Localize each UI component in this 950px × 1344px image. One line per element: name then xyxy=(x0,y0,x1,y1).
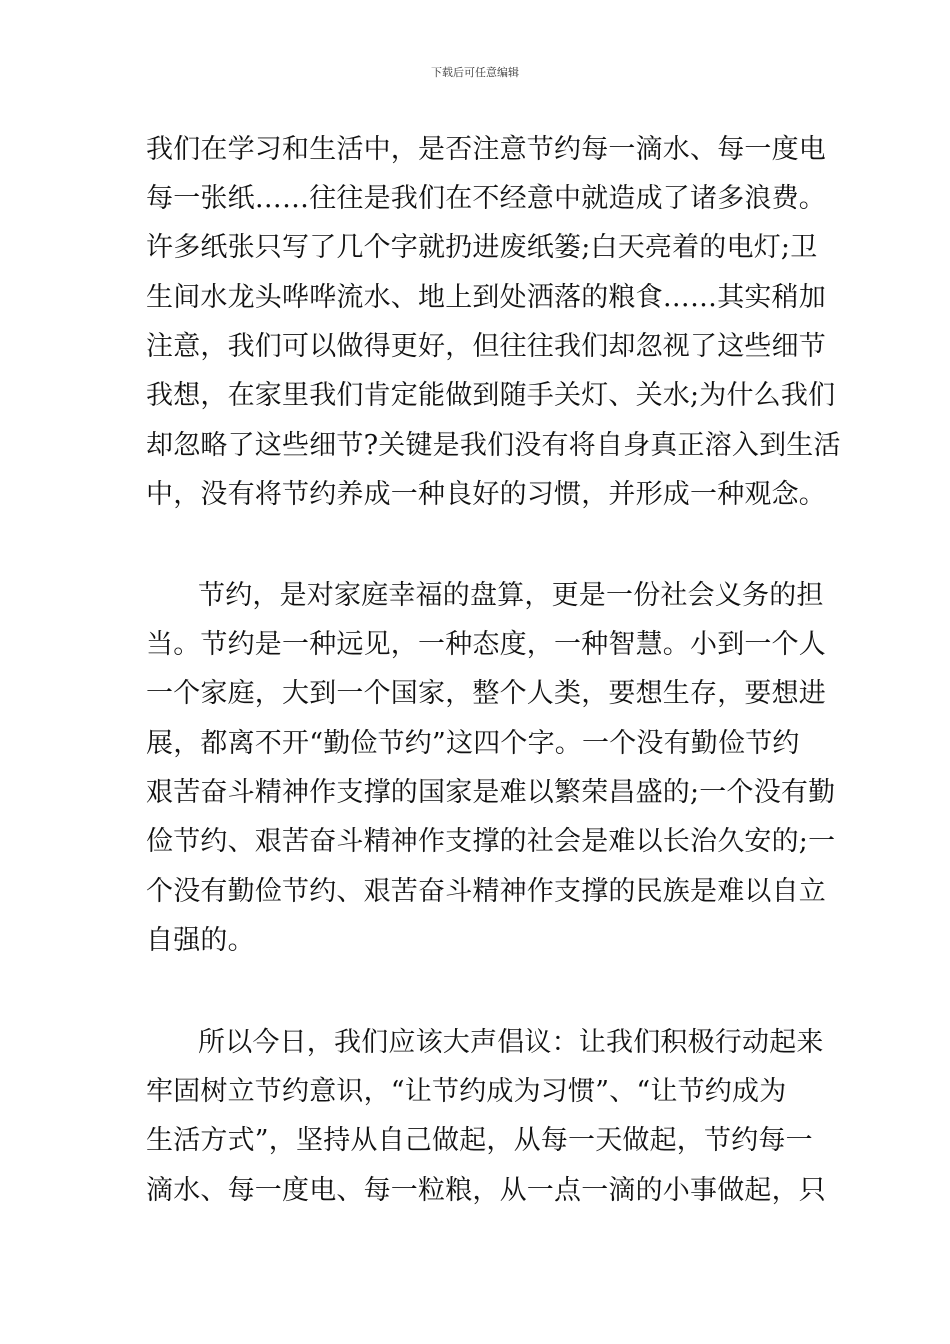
text-line: 中，没有将节约养成一种良好的习惯，并形成一种观念。 xyxy=(146,479,826,510)
page-header-note: 下载后可任意编辑 xyxy=(431,66,519,79)
text-line: 一个家庭，大到一个国家，整个人类，要想生存，要想进 xyxy=(146,678,826,709)
text-line: 俭节约、艰苦奋斗精神作支撑的社会是难以长治久安的;一 xyxy=(146,826,836,857)
text-line: 牢固树立节约意识，“让节约成为习惯”、“让节约成为 xyxy=(146,1076,787,1107)
text-line: 艰苦奋斗精神作支撑的国家是难以繁荣昌盛的;一个没有勤 xyxy=(146,777,836,808)
text-line: 当。节约是一种远见，一种态度，一种智慧。小到一个人 xyxy=(146,629,826,660)
text-line: 展，都离不开“勤俭节约”这四个字。一个没有勤俭节约 xyxy=(146,728,800,759)
text-line: 生间水龙头哗哗流水、地上到处洒落的粮食……其实稍加 xyxy=(146,282,826,313)
text-line: 所以今日，我们应该大声倡议：让我们积极行动起来 xyxy=(198,1027,824,1058)
text-line: 我们在学习和生活中，是否注意节约每一滴水、每一度电 xyxy=(146,134,826,165)
text-line: 滴水、每一度电、每一粒粮，从一点一滴的小事做起，只 xyxy=(146,1175,826,1206)
text-line: 生活方式”，坚持从自己做起，从每一天做起，节约每一 xyxy=(146,1125,813,1156)
text-line: 自强的。 xyxy=(146,925,255,956)
text-line: 注意，我们可以做得更好，但往往我们却忽视了这些细节 xyxy=(146,331,826,362)
text-line: 我想，在家里我们肯定能做到随手关灯、关水;为什么我们 xyxy=(146,380,836,411)
text-line: 许多纸张只写了几个字就扔进废纸篓;白天亮着的电灯;卫 xyxy=(146,232,818,263)
text-line: 节约，是对家庭幸福的盘算，更是一份社会义务的担 xyxy=(198,580,824,611)
text-line: 却忽略了这些细节?关键是我们没有将自身真正溶入到生活 xyxy=(146,430,841,461)
text-line: 每一张纸……往往是我们在不经意中就造成了诸多浪费。 xyxy=(146,183,826,214)
text-line: 个没有勤俭节约、艰苦奋斗精神作支撑的民族是难以自立 xyxy=(146,876,826,907)
